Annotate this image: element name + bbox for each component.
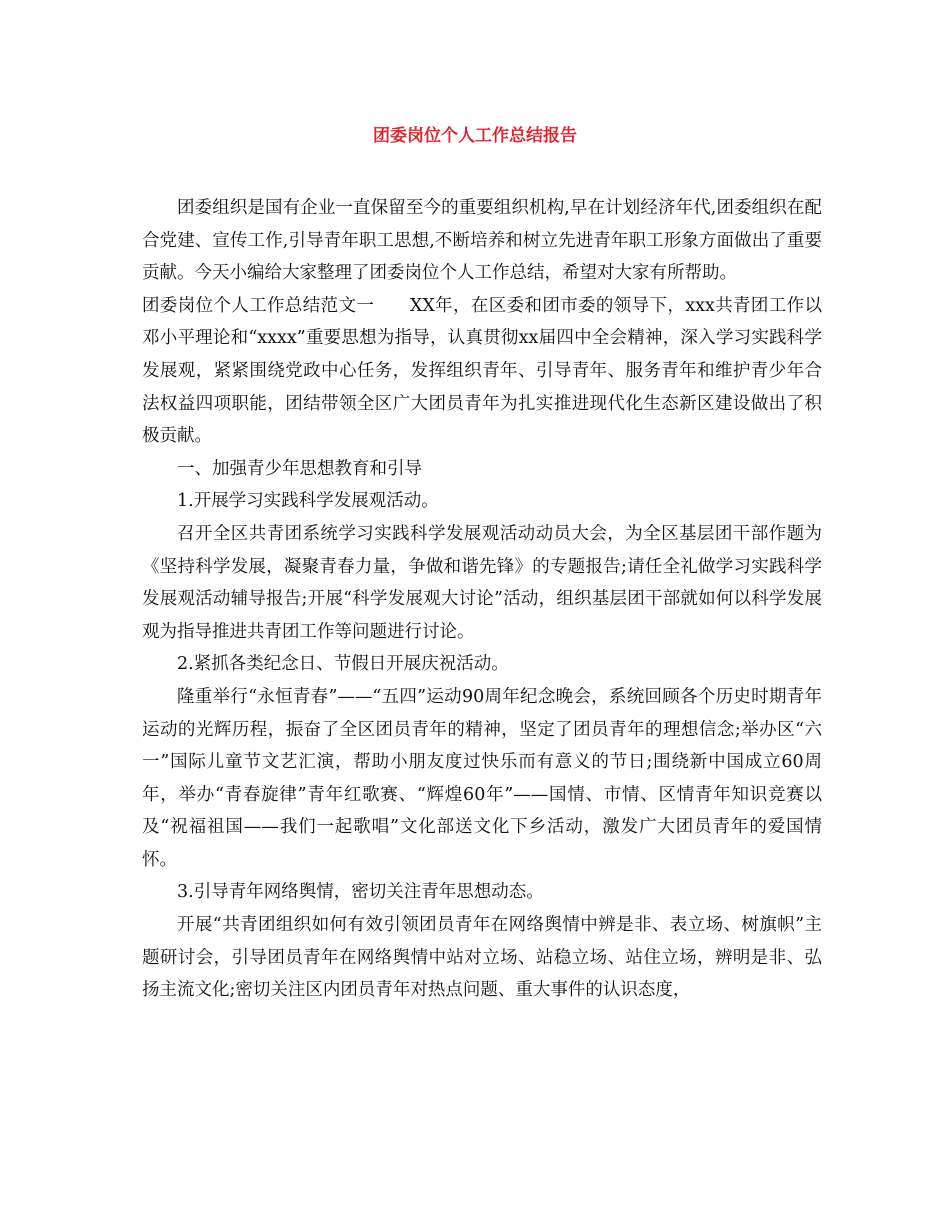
document-title: 团委岗位个人工作总结报告 — [373, 126, 577, 146]
paragraph-celebrations: 隆重举行“永恒青春”——“五四”运动90周年纪念晚会，系统回顾各个历史时期青年运动的光辉历程，振奋了全区团员青年的精神，坚定了团员青年的理想信念;举办区“六一”国际儿童节文艺汇演，帮助小朋友度过快乐而有意义的节日;围绕新中国成立60周年，举办“青春旋律”青年红歌赛、“辉煌60年”——国情、市情、区情青年知识竞赛以及“祝福祖国——我们一起歌唱”文化部送文化下乡活动，激发广大团员青年的爱国情怀。 — [142, 686, 822, 870]
subheading-3: 3.引导青年网络舆情，密切关注青年思想动态。 — [177, 882, 544, 903]
section-heading-1: 一、加强青少年思想教育和引导 — [177, 458, 422, 479]
paragraph-intro: 团委组织是国有企业一直保留至今的重要组织机构,早在计划经济年代,团委组织在配合党建、宣传工作,引导青年职工思想,不断培养和树立先进青年职工形象方面做出了重要贡献。今天小编给大家整理了团委岗位个人工作总结，希望对大家有所帮助。 — [142, 198, 822, 284]
paragraph-sample-one: 团委岗位个人工作总结范文一 XX年，在区委和团市委的领导下，xxx共青团工作以邓小平理论和“xxxx”重要思想为指导，认真贯彻xx届四中全会精神，深入学习实践科学发展观，紧紧围绕党政中心任务，发挥组织青年、引导青年、服务青年和维护青少年合法权益四项职能，团结带领全区广大团员青年为扎实推进现代化生态新区建设做出了积极贡献。 — [142, 295, 822, 447]
subheading-2: 2.紧抓各类纪念日、节假日开展庆祝活动。 — [177, 654, 509, 675]
paragraph-study-activity: 召开全区共青团系统学习实践科学发展观活动动员大会，为全区基层团干部作题为《坚持科学发展，凝聚青春力量，争做和谐先锋》的专题报告;请任全礼做学习实践科学发展观活动辅导报告;开展“科学发展观大讨论”活动，组织基层团干部就如何以科学发展观为指导推进共青团工作等问题进行讨论。 — [142, 523, 822, 642]
paragraph-online-opinion: 开展“共青团组织如何有效引领团员青年在网络舆情中辨是非、表立场、树旗帜”主题研讨会，引导团员青年在网络舆情中站对立场、站稳立场、站住立场，辨明是非、弘扬主流文化;密切关注区内团员青年对热点问题、重大事件的认识态度， — [142, 915, 822, 1001]
subheading-1: 1.开展学习实践科学发展观活动。 — [177, 491, 439, 512]
document-body — [142, 192, 822, 1007]
